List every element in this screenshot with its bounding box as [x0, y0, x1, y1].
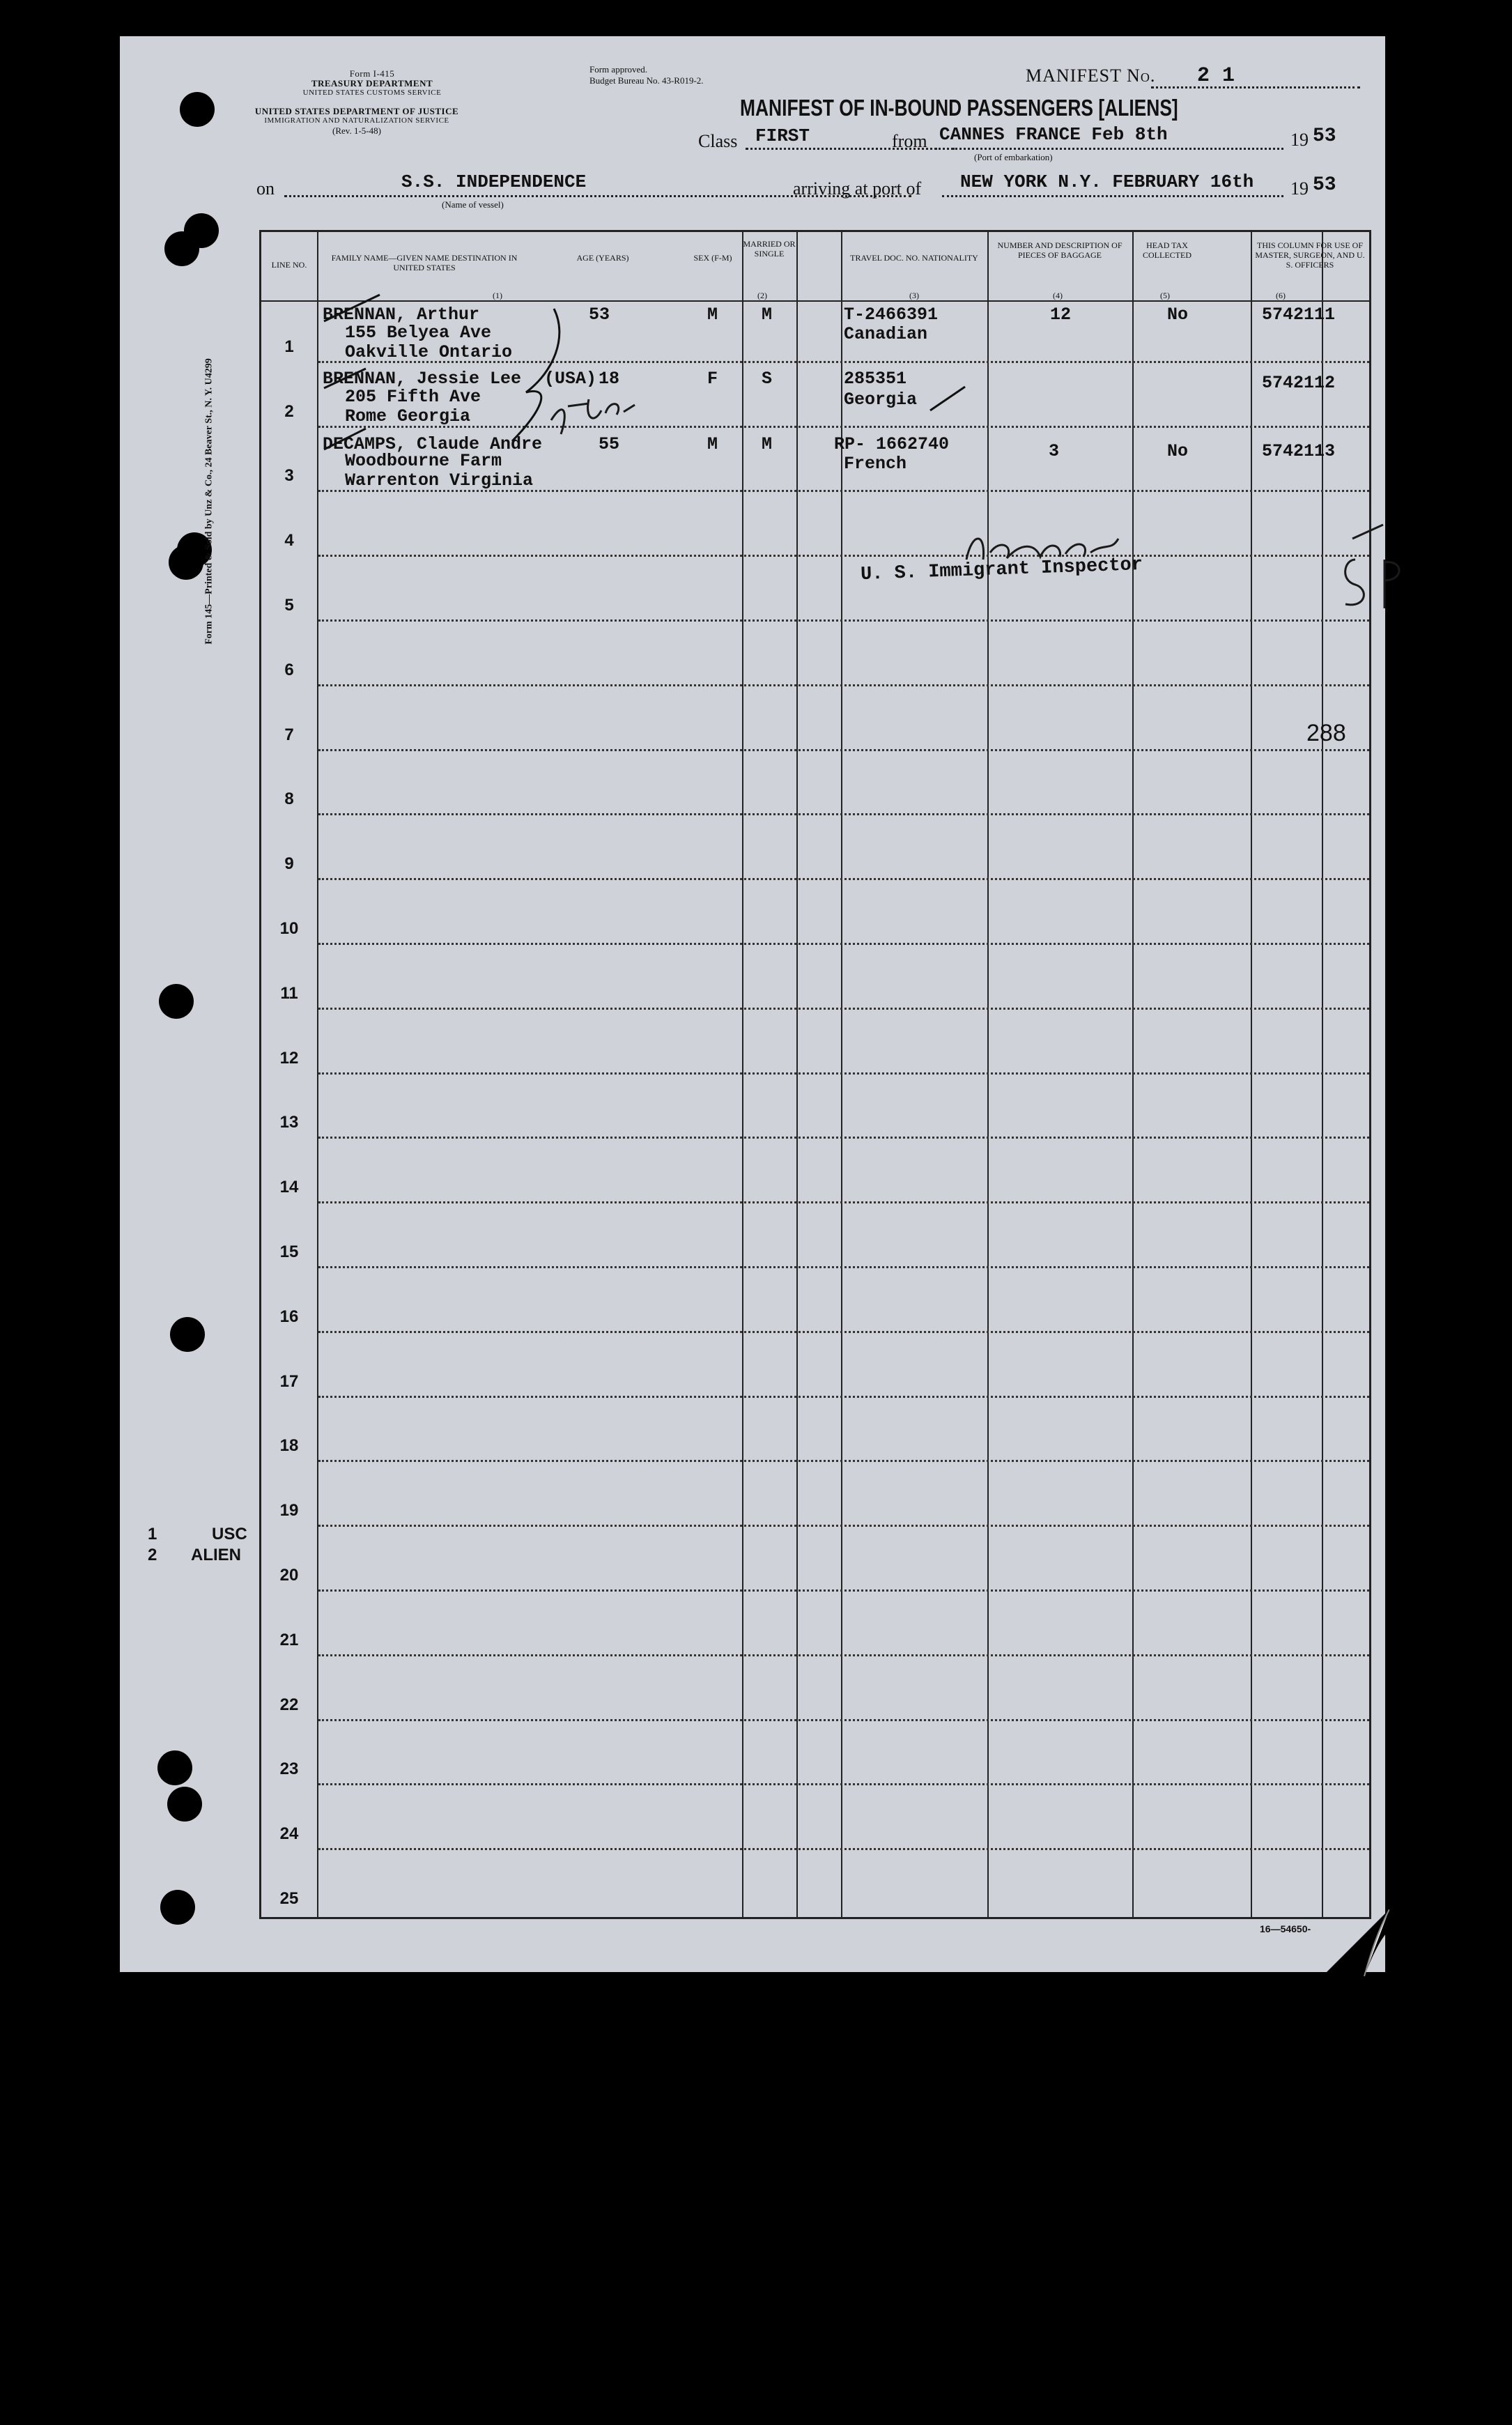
row-number: 8	[284, 790, 294, 809]
footer-code: 16—54650-	[1260, 1923, 1311, 1934]
handwritten-marks	[261, 232, 1369, 720]
passenger-1-headtax: No	[1167, 305, 1189, 325]
row-line	[318, 1331, 1369, 1333]
manifest-no-value: 2 1	[1197, 64, 1235, 88]
arrival-line	[942, 195, 1283, 197]
row-number: 17	[279, 1371, 299, 1391]
punch-hole	[170, 1317, 205, 1352]
on-label: on	[256, 178, 275, 199]
dept-justice: UNITED STATES DEPARTMENT OF JUSTICE	[254, 106, 459, 116]
col-num-6: (6)	[1276, 291, 1286, 300]
header-name: FAMILY NAME—GIVEN NAME DESTINATION IN UNITED STATES	[331, 253, 518, 272]
row-number: 3	[284, 466, 294, 486]
header-officers: THIS COLUMN FOR USE OF MASTER, SURGEON, AND U. S. OFFICERS	[1255, 240, 1365, 270]
header-baggage: NUMBER AND DESCRIPTION OF PIECES OF BAGGAGE	[997, 240, 1123, 260]
punch-hole	[167, 1787, 202, 1822]
manifest-sheet	[120, 36, 1385, 1972]
header-headtax: HEAD TAX COLLECTED	[1143, 240, 1191, 260]
passenger-2-sex: F	[707, 369, 718, 389]
arriving-label: arriving at port of	[793, 178, 922, 199]
passenger-3-headtax: No	[1167, 441, 1189, 461]
form-number: Form I-415	[349, 68, 395, 79]
punch-hole	[169, 545, 203, 580]
row-line	[318, 943, 1369, 945]
row-number: 18	[279, 1436, 299, 1456]
col-num-3: (3)	[909, 291, 919, 300]
row-line	[318, 1201, 1369, 1203]
manifest-no-line	[1151, 86, 1360, 88]
passenger-3-name: DECAMPS, Claude Andre	[323, 434, 543, 454]
row-line	[318, 1396, 1369, 1398]
row-line	[318, 1525, 1369, 1527]
passenger-1-doc: T-2466391	[844, 305, 939, 325]
passenger-2-name: BRENNAN, Jessie Lee	[323, 369, 522, 389]
passenger-1-baggage: 12	[1050, 305, 1072, 325]
passenger-3-officer: 5742113	[1262, 441, 1336, 461]
passenger-1-name: BRENNAN, Arthur	[323, 305, 480, 325]
passenger-1-addr1: 155 Belyea Ave	[345, 323, 492, 343]
col-num-2: (2)	[757, 291, 767, 300]
year-prefix: 19	[1290, 130, 1309, 150]
row-number: 4	[284, 531, 294, 551]
row-number: 16	[279, 1307, 299, 1326]
form-approved: Form approved.	[589, 64, 648, 75]
class-label: Class	[698, 131, 738, 151]
row-number: 13	[279, 1113, 299, 1132]
passenger-1-officer: 5742111	[1262, 305, 1336, 325]
row-line	[318, 1719, 1369, 1721]
side-count-usc: USC	[212, 1525, 247, 1543]
passenger-2-age: 18	[599, 369, 620, 389]
inspector-stamp: U. S. Immigrant Inspector	[860, 554, 1143, 586]
row-number: 19	[279, 1501, 299, 1521]
row-number: 21	[279, 1630, 299, 1649]
form-revision: (Rev. 1-5-48)	[332, 125, 381, 136]
header-age: AGE (YEARS)	[576, 253, 629, 263]
budget-bureau: Budget Bureau No. 43-R019-2.	[589, 75, 704, 86]
passenger-3-age: 55	[599, 434, 620, 454]
passenger-2-officer: 5742112	[1262, 373, 1336, 393]
passenger-2-nationality: Georgia	[844, 390, 918, 410]
row-number: 15	[279, 1242, 299, 1261]
col-num-4: (4)	[1053, 291, 1063, 300]
row-line	[318, 878, 1369, 880]
row-number: 11	[280, 983, 298, 1003]
vessel-name: S.S. INDEPENDENCE	[401, 171, 587, 192]
passenger-2-addr1: 205 Fifth Ave	[345, 387, 481, 407]
side-count-n1: 1	[148, 1525, 157, 1543]
passenger-1-married: M	[762, 305, 773, 325]
passenger-1-sex: M	[707, 305, 718, 325]
header-travel: TRAVEL DOC. NO. NATIONALITY	[850, 253, 978, 263]
passenger-3-nationality: French	[844, 454, 907, 474]
header-married: MARRIED OR SINGLE	[743, 239, 796, 259]
passenger-2-doc: 285351	[844, 369, 907, 389]
row-number: 14	[279, 1178, 299, 1197]
dept-customs: UNITED STATES CUSTOMS SERVICE	[302, 88, 442, 97]
row-line	[318, 1072, 1369, 1075]
passenger-2-married: S	[762, 369, 773, 389]
from-line	[935, 148, 1283, 150]
dept-treasury: TREASURY DEPARTMENT	[311, 78, 433, 88]
row-line	[318, 1137, 1369, 1139]
printer-side-text: Form 145—Printed & Sold by Unz & Co., 24 Beaver St., N. Y. U4299	[203, 358, 215, 645]
passenger-table	[259, 230, 1371, 1919]
dept-ins: IMMIGRATION AND NATURALIZATION SERVICE	[264, 116, 449, 125]
passenger-1-addr2: Oakville Ontario	[345, 342, 513, 362]
passenger-3-baggage: 3	[1049, 441, 1060, 461]
manifest-title: MANIFEST OF IN-BOUND PASSENGERS [ALIENS]	[740, 95, 1178, 121]
row-number: 7	[284, 725, 294, 744]
row-number: 23	[279, 1760, 299, 1779]
row-line	[318, 1266, 1369, 1268]
passenger-3-addr1: Woodbourne Farm	[345, 451, 502, 471]
row-number: 5	[284, 596, 294, 615]
passenger-3-married: M	[762, 434, 773, 454]
punch-hole	[180, 92, 215, 127]
curled-corner	[1322, 1909, 1389, 1976]
passenger-1-age: 53	[589, 305, 610, 325]
row-number: 20	[279, 1566, 299, 1585]
row-line	[318, 1008, 1369, 1010]
punch-hole	[159, 984, 194, 1019]
from-label: from	[892, 131, 927, 151]
side-count-alien: ALIEN	[191, 1546, 241, 1564]
row-number: 9	[284, 854, 294, 874]
row-number: 6	[284, 660, 294, 679]
row-line	[318, 1848, 1369, 1850]
punch-hole	[157, 1750, 192, 1785]
row-number: 12	[279, 1048, 299, 1068]
from-value: CANNES FRANCE Feb 8th	[939, 124, 1168, 145]
row-number: 24	[279, 1824, 299, 1844]
row-line	[318, 1460, 1369, 1462]
row-number: 10	[279, 919, 299, 938]
side-count-n2: 2	[148, 1546, 157, 1564]
year-prefix-2: 19	[1290, 178, 1309, 199]
row-number: 25	[279, 1889, 299, 1908]
year-value-2: 53	[1313, 174, 1336, 196]
port-embarkation-caption: (Port of embarkation)	[974, 152, 1053, 162]
year-value: 53	[1313, 125, 1336, 147]
row-line	[318, 749, 1369, 751]
col-num-1: (1)	[493, 291, 502, 300]
header-line-no: LINE NO.	[271, 260, 307, 270]
row-line	[318, 813, 1369, 815]
row-number: 22	[279, 1695, 299, 1714]
arrival-port: NEW YORK N.Y. FEBRUARY 16th	[960, 171, 1254, 192]
punch-hole	[164, 231, 199, 266]
col-num-5: (5)	[1160, 291, 1170, 300]
header-sex: SEX (F-M)	[693, 253, 732, 263]
passenger-3-doc: RP- 1662740	[834, 434, 950, 454]
passenger-3-addr2: Warrenton Virginia	[345, 470, 534, 491]
passenger-3-sex: M	[707, 434, 718, 454]
punch-hole	[160, 1890, 195, 1925]
page-number: 288	[1306, 720, 1346, 746]
passenger-1-nationality: Canadian	[844, 324, 928, 344]
row-line	[318, 1654, 1369, 1656]
manifest-no-label: MANIFEST No.	[1026, 66, 1156, 86]
vessel-caption: (Name of vessel)	[442, 199, 504, 210]
passenger-2-usa: (USA)	[544, 369, 597, 389]
row-line	[318, 1783, 1369, 1785]
passenger-2-addr2: Rome Georgia	[345, 406, 471, 426]
class-value: FIRST	[755, 125, 810, 146]
row-number: 1	[284, 337, 294, 356]
row-number: 2	[284, 401, 294, 421]
row-line	[318, 1589, 1369, 1592]
